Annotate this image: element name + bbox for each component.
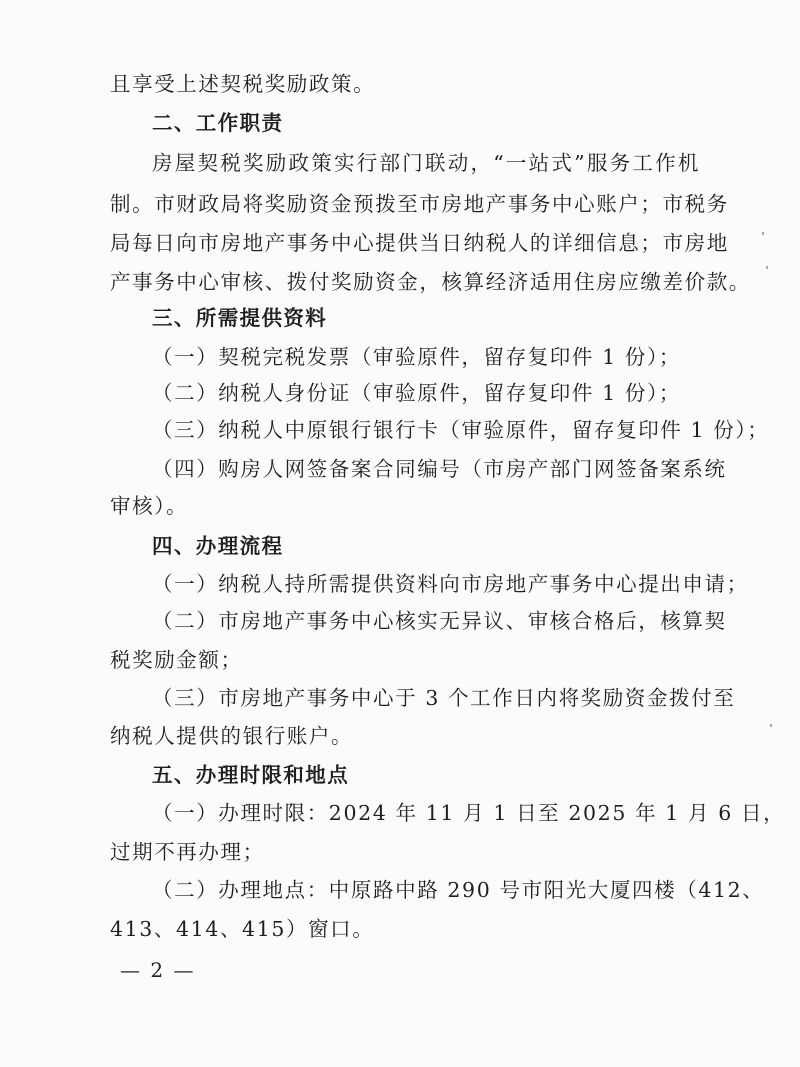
list-item: （二）市房地产事务中心核实无异议、审核合格后，核算契 xyxy=(152,609,727,633)
list-item: （四）购房人网签备案合同编号（市房产部门网签备案系统 xyxy=(152,457,727,481)
page-number: — 2 — xyxy=(120,958,196,982)
scan-speck xyxy=(766,266,768,269)
scan-speck xyxy=(770,724,772,727)
section-heading: 四、办理流程 xyxy=(152,534,284,558)
list-item: （三）纳税人中原银行银行卡（审验原件，留存复印件 1 份）； xyxy=(152,418,770,442)
list-item: （一）契税完税发票（审验原件，留存复印件 1 份）； xyxy=(152,345,681,369)
body-line: 审核）。 xyxy=(110,494,189,518)
body-line: 税奖励金额； xyxy=(110,648,243,672)
list-item: （二）纳税人身份证（审验原件，留存复印件 1 份）； xyxy=(152,381,681,405)
section-heading: 二、工作职责 xyxy=(152,111,284,135)
body-line: 纳税人提供的银行账户。 xyxy=(110,724,354,748)
body-line: 且享受上述契税奖励政策。 xyxy=(110,72,376,96)
body-line: 产事务中心审核、拨付奖励资金，核算经济适用住房应缴差价款。 xyxy=(110,270,751,294)
section-heading: 三、所需提供资料 xyxy=(152,306,328,330)
body-line: 局每日向市房地产事务中心提供当日纳税人的详细信息；市房地 xyxy=(110,231,729,255)
body-line: 过期不再办理； xyxy=(110,840,265,864)
list-item: （一）纳税人持所需提供资料向市房地产事务中心提出申请； xyxy=(152,572,749,596)
section-heading: 五、办理时限和地点 xyxy=(152,763,350,787)
body-line: 房屋契税奖励政策实行部门联动，“一站式”服务工作机 xyxy=(152,151,700,175)
scan-speck xyxy=(762,232,764,235)
body-line: 制。市财政局将奖励资金预拨至市房地产事务中心账户；市税务 xyxy=(110,192,729,216)
list-item: （一）办理时限：2024 年 11 月 1 日至 2025 年 1 月 6 日， xyxy=(152,801,786,825)
list-item: （二）办理地点：中原路中路 290 号市阳光大厦四楼（412、 xyxy=(152,878,765,902)
body-line: 413、414、415）窗口。 xyxy=(110,917,375,941)
list-item: （三）市房地产事务中心于 3 个工作日内将奖励资金拨付至 xyxy=(152,686,736,710)
